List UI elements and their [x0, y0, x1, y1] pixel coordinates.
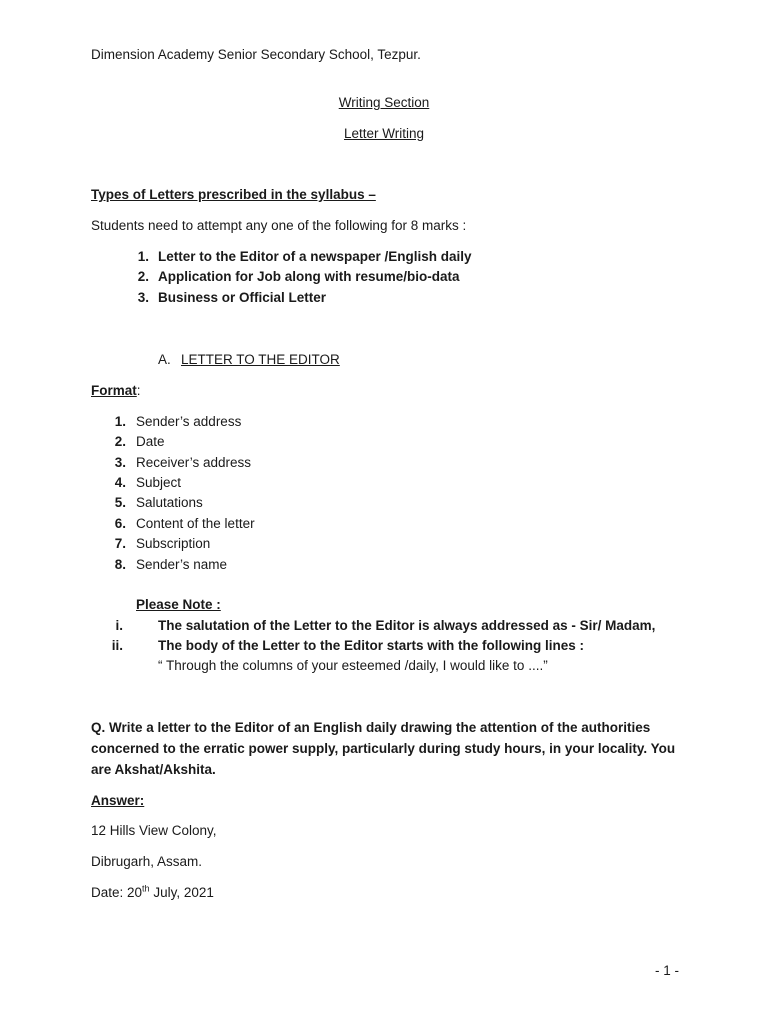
- note-item-number: ii.: [111, 638, 123, 653]
- format-item-text: Receiver’s address: [136, 455, 252, 470]
- question-line: are Akshat/Akshita.: [91, 762, 216, 777]
- format-label: Format: [91, 383, 137, 398]
- note-item-text: The body of the Letter to the Editor starts with the following lines :: [158, 638, 585, 653]
- letter-date: [91, 884, 214, 902]
- format-heading: [91, 382, 141, 400]
- format-item-number: 5.: [114, 495, 126, 510]
- types-item-text: Application for Job along with resume/bio-data: [158, 269, 460, 284]
- note-item-text: The salutation of the Letter to the Editor is always addressed as - Sir/ Madam,: [158, 618, 656, 633]
- types-item-number: 3.: [137, 290, 149, 305]
- types-item-number: 1.: [137, 249, 149, 264]
- format-item-text: Content of the letter: [136, 516, 255, 531]
- format-item-text: Sender’s address: [136, 414, 242, 429]
- date-superscript: th: [142, 883, 150, 894]
- question-line: concerned to the erratic power supply, particularly during study hours, in your locality. You: [91, 741, 676, 756]
- types-item-number: 2.: [137, 269, 149, 284]
- topic-title: Letter Writing: [343, 126, 425, 141]
- format-item-number: 2.: [114, 434, 126, 449]
- note-quote: “ Through the columns of your esteemed /daily, I would like to ....”: [158, 658, 548, 673]
- section-a-letter: A.: [158, 352, 171, 367]
- sender-address-line: Dibrugarh, Assam.: [91, 854, 203, 869]
- format-item-text: Salutations: [136, 495, 203, 510]
- format-item-text: Subscription: [136, 536, 211, 551]
- format-item-text: Sender’s name: [136, 557, 228, 572]
- school-header: Dimension Academy Senior Secondary School, Tezpur.: [91, 47, 421, 62]
- question-line: Q. Write a letter to the Editor of an English daily drawing the attention of the authorities: [91, 720, 651, 735]
- note-heading: Please Note :: [136, 597, 221, 612]
- format-item-text: Subject: [136, 475, 182, 490]
- format-item-text: Date: [136, 434, 165, 449]
- format-colon: :: [136, 383, 141, 398]
- types-instruction: Students need to attempt any one of the following for 8 marks :: [91, 218, 467, 233]
- types-item-text: Letter to the Editor of a newspaper /English daily: [158, 249, 472, 264]
- format-item-number: 8.: [114, 557, 126, 572]
- date-prefix: Date: 20: [91, 885, 143, 900]
- section-a-title: LETTER TO THE EDITOR: [181, 352, 340, 367]
- sender-address-line: 12 Hills View Colony,: [91, 823, 217, 838]
- format-item-number: 6.: [114, 516, 126, 531]
- types-heading: Types of Letters prescribed in the syllabus –: [91, 187, 376, 202]
- format-item-number: 4.: [114, 475, 126, 490]
- date-suffix: July, 2021: [149, 885, 214, 900]
- format-item-number: 1.: [114, 414, 126, 429]
- section-title: Writing Section: [338, 95, 430, 110]
- types-item-text: Business or Official Letter: [158, 290, 327, 305]
- page-number: - 1 -: [655, 963, 680, 978]
- format-item-number: 3.: [114, 455, 126, 470]
- note-item-number: i.: [115, 618, 123, 633]
- format-item-number: 7.: [114, 536, 126, 551]
- answer-label: Answer:: [91, 793, 145, 808]
